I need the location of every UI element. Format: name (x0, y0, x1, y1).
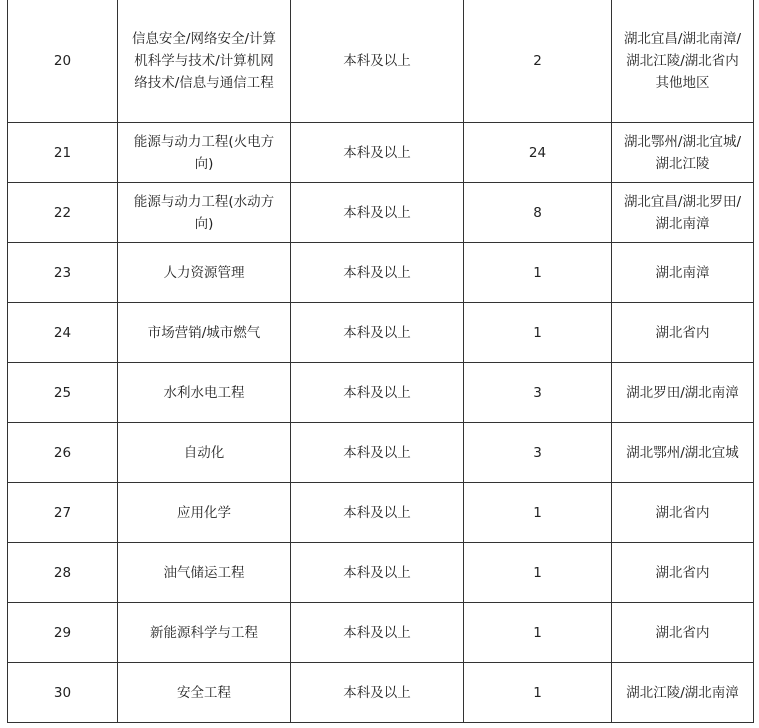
headcount-cell: 8 (464, 183, 612, 243)
headcount-cell: 2 (464, 0, 612, 123)
table-row (8, 423, 754, 483)
major-cell: 安全工程 (118, 663, 291, 723)
location-cell: 湖北省内 (612, 303, 754, 363)
headcount-cell: 1 (464, 603, 612, 663)
education-cell: 本科及以上 (291, 603, 464, 663)
major-cell: 能源与动力工程(水动方向) (118, 183, 291, 243)
major-cell: 新能源科学与工程 (118, 603, 291, 663)
headcount-cell: 1 (464, 543, 612, 603)
education-cell: 本科及以上 (291, 303, 464, 363)
location-cell: 湖北鄂州/湖北宜城 (612, 423, 754, 483)
location-cell: 湖北鄂州/湖北宜城/湖北江陵 (612, 123, 754, 183)
table-row (8, 183, 754, 243)
table-row (8, 123, 754, 183)
table-row (8, 243, 754, 303)
table-row (8, 0, 754, 123)
table-row (8, 483, 754, 543)
education-cell: 本科及以上 (291, 0, 464, 123)
education-cell: 本科及以上 (291, 483, 464, 543)
location-cell: 湖北省内 (612, 603, 754, 663)
table-row (8, 663, 754, 723)
location-cell: 湖北宜昌/湖北罗田/湖北南漳 (612, 183, 754, 243)
major-cell: 能源与动力工程(火电方向) (118, 123, 291, 183)
headcount-cell: 1 (464, 303, 612, 363)
recruitment-table (7, 0, 754, 723)
major-cell: 油气储运工程 (118, 543, 291, 603)
location-cell: 湖北南漳 (612, 243, 754, 303)
location-cell: 湖北省内 (612, 543, 754, 603)
table-row (8, 543, 754, 603)
headcount-cell: 1 (464, 483, 612, 543)
row-number: 25 (8, 363, 118, 423)
location-cell: 湖北宜昌/湖北南漳/湖北江陵/湖北省内其他地区 (612, 0, 754, 123)
education-cell: 本科及以上 (291, 423, 464, 483)
location-cell: 湖北江陵/湖北南漳 (612, 663, 754, 723)
major-cell: 人力资源管理 (118, 243, 291, 303)
headcount-cell: 3 (464, 363, 612, 423)
table-row (8, 363, 754, 423)
headcount-cell: 3 (464, 423, 612, 483)
headcount-cell: 1 (464, 663, 612, 723)
location-cell: 湖北省内 (612, 483, 754, 543)
location-cell: 湖北罗田/湖北南漳 (612, 363, 754, 423)
table-row (8, 303, 754, 363)
major-cell: 市场营销/城市燃气 (118, 303, 291, 363)
row-number: 20 (8, 0, 118, 123)
education-cell: 本科及以上 (291, 363, 464, 423)
row-number: 24 (8, 303, 118, 363)
education-cell: 本科及以上 (291, 663, 464, 723)
table-row (8, 603, 754, 663)
row-number: 30 (8, 663, 118, 723)
major-cell: 水利水电工程 (118, 363, 291, 423)
row-number: 27 (8, 483, 118, 543)
headcount-cell: 1 (464, 243, 612, 303)
major-cell: 信息安全/网络安全/计算机科学与技术/计算机网络技术/信息与通信工程 (118, 0, 291, 123)
education-cell: 本科及以上 (291, 243, 464, 303)
headcount-cell: 24 (464, 123, 612, 183)
major-cell: 自动化 (118, 423, 291, 483)
row-number: 28 (8, 543, 118, 603)
row-number: 21 (8, 123, 118, 183)
row-number: 23 (8, 243, 118, 303)
row-number: 26 (8, 423, 118, 483)
row-number: 29 (8, 603, 118, 663)
row-number: 22 (8, 183, 118, 243)
education-cell: 本科及以上 (291, 123, 464, 183)
education-cell: 本科及以上 (291, 183, 464, 243)
major-cell: 应用化学 (118, 483, 291, 543)
education-cell: 本科及以上 (291, 543, 464, 603)
